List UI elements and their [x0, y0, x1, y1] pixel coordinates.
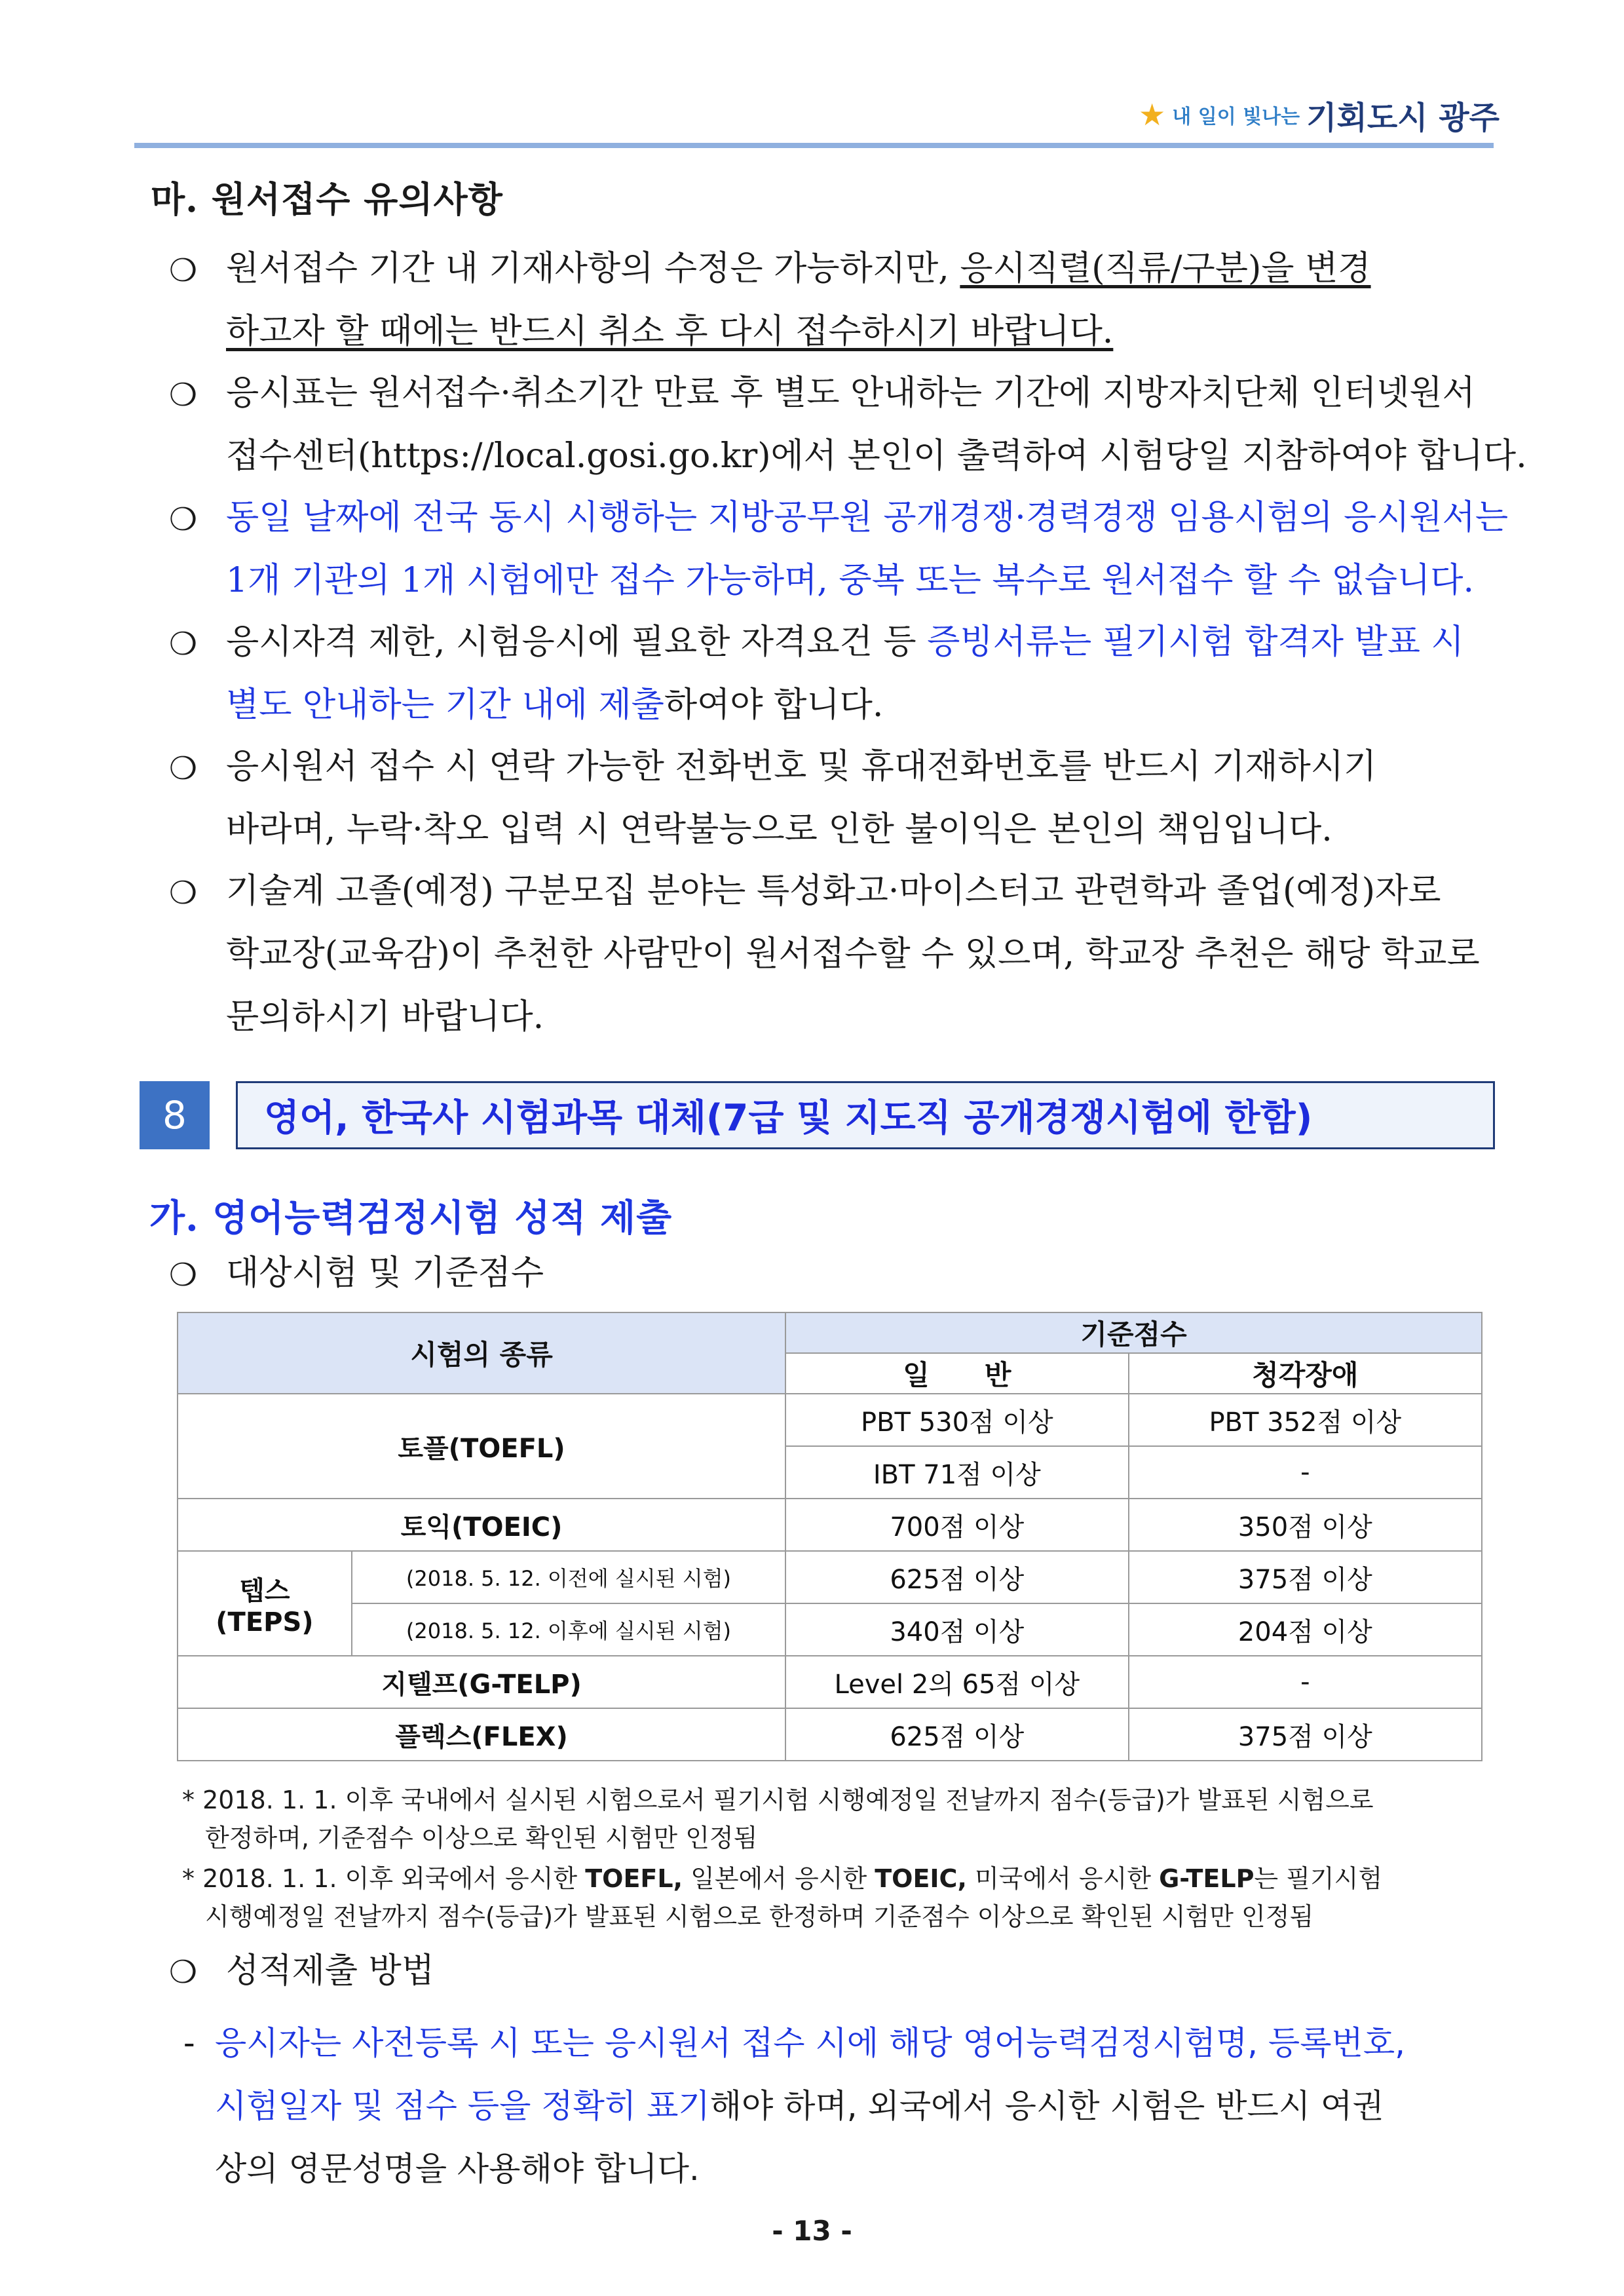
item-5-line-2: 바라며, 누락·착오 입력 시 연락불능으로 인한 불이익은 본인의 책임입니다. — [226, 810, 1332, 849]
cell: Level 2의 65점 이상 — [785, 1656, 1128, 1708]
page-number: - 13 - — [772, 2215, 852, 2247]
cell: (2018. 5. 12. 이전에 실시된 시험) — [352, 1551, 785, 1603]
note-1-line-2: 한정하며, 기준점수 이상으로 확인된 시험만 인정됨 — [205, 1824, 758, 1852]
note-1 — [182, 1781, 1499, 1857]
cell: 204점 이상 — [1129, 1603, 1482, 1656]
note-2-toeic: TOEIC, — [875, 1864, 967, 1893]
item-6-line-3: 문의하시기 바랍니다. — [226, 997, 544, 1037]
cell: IBT 71점 이상 — [785, 1446, 1128, 1499]
bullet-icon: ❍ — [169, 1954, 198, 1991]
bullet-icon: ❍ — [169, 501, 198, 538]
cell: 340점 이상 — [785, 1603, 1128, 1656]
cell: PBT 352점 이상 — [1129, 1394, 1482, 1446]
item-3-line-1: 동일 날짜에 전국 동시 시행하는 지방공무원 공개경쟁·경력경쟁 임용시험의 응시원서는 — [226, 498, 1509, 537]
th-hearing-impaired: 청각장애 — [1129, 1353, 1482, 1394]
bullet-icon: ❍ — [169, 1257, 198, 1293]
subheading-target-tests: 대상시험 및 기준점수 — [226, 1253, 544, 1293]
submit-line-3: 상의 영문성명을 사용해야 합니다. — [215, 2150, 700, 2188]
cell: 375점 이상 — [1129, 1551, 1482, 1603]
row-teps-label — [178, 1551, 352, 1656]
cell: 375점 이상 — [1129, 1708, 1482, 1761]
cell: 625점 이상 — [785, 1551, 1128, 1603]
item-3 — [226, 486, 1509, 612]
note-1-line-1: * 2018. 1. 1. 이후 국내에서 실시된 시험으로서 필기시험 시행예정일 전날까지 점수(등급)가 발표된 시험으로 — [182, 1786, 1374, 1814]
header-city: 기회도시 광주 — [1306, 99, 1500, 136]
header-slogan: 내 일이 빛나는 — [1172, 105, 1300, 128]
bullet-icon: ❍ — [169, 252, 198, 289]
item-1-underlined: 응시직렬(직류/구분)을 변경 — [960, 249, 1371, 288]
bullet-icon: ❍ — [169, 626, 198, 662]
note-2-gtelp: G-TELP — [1159, 1864, 1255, 1893]
cell: 625점 이상 — [785, 1708, 1128, 1761]
th-general: 일 반 — [785, 1353, 1128, 1394]
section-8-number: 8 — [140, 1081, 210, 1149]
header-rule — [134, 143, 1494, 148]
item-4-text: 응시자격 제한, 시험응시에 필요한 자격요건 등 — [226, 622, 928, 662]
bullet-icon: ❍ — [169, 750, 198, 787]
section-8-title-text: 영어, 한국사 시험과목 대체(7급 및 지도직 공개경쟁시험에 한함) — [264, 1097, 1313, 1139]
cell: 350점 이상 — [1129, 1499, 1482, 1551]
item-6-line-1: 기술계 고졸(예정) 구분모집 분야는 특성화고·마이스터고 관련학과 졸업(예정)자로 — [226, 871, 1441, 911]
section-ma-title: 마. 원서접수 유의사항 — [151, 178, 503, 220]
item-4 — [226, 611, 1497, 737]
section-8-title — [236, 1081, 1495, 1149]
note-2-text: 미국에서 응시한 — [966, 1864, 1160, 1893]
star-icon: ★ — [1139, 97, 1166, 132]
bullet-icon: ❍ — [169, 875, 198, 911]
item-1-text: 원서접수 기간 내 기재사항의 수정은 가능하지만, — [226, 249, 960, 288]
note-2-text: 일본에서 응시한 — [683, 1864, 875, 1893]
item-4-text-2: 하여야 합니다. — [664, 685, 884, 725]
item-3-line-2: 1개 기관의 1개 시험에만 접수 가능하며, 중복 또는 복수로 원서접수 할 수 없습니다. — [226, 561, 1475, 600]
item-6-line-2: 학교장(교육감)이 추천한 사람만이 원서접수할 수 있으며, 학교장 추천은 해당 학교로 — [226, 934, 1480, 974]
submit-highlight: 시험일자 및 점수 등을 정확히 표기 — [215, 2087, 710, 2125]
subheading-submit-method: 성적제출 방법 — [226, 1951, 434, 1991]
header-logo — [1139, 92, 1500, 138]
row-toefl-label: 토플(TOEFL) — [178, 1394, 785, 1499]
item-6 — [226, 860, 1497, 1048]
teps-label-ko: 텝스 — [239, 1575, 290, 1606]
cell: PBT 530점 이상 — [785, 1394, 1128, 1446]
row-toeic-label: 토익(TOEIC) — [178, 1499, 785, 1551]
item-4-highlight-2: 별도 안내하는 기간 내에 제출 — [226, 685, 664, 725]
submit-text: 해야 하며, 외국에서 응시한 시험은 반드시 여권 — [709, 2087, 1384, 2125]
item-1-underlined-2: 하고자 할 때에는 반드시 취소 후 다시 접수하시기 바랍니다. — [226, 312, 1114, 351]
row-flex-label: 플렉스(FLEX) — [178, 1708, 785, 1761]
note-2-text: * 2018. 1. 1. 이후 외국에서 응시한 — [182, 1864, 586, 1893]
item-1 — [226, 237, 1497, 363]
score-table — [177, 1312, 1482, 1761]
bullet-icon: ❍ — [169, 377, 198, 413]
item-2 — [226, 362, 1527, 488]
teps-label-en: (TEPS) — [216, 1607, 314, 1637]
cell: - — [1129, 1656, 1482, 1708]
item-4-highlight: 증빙서류는 필기시험 합격자 발표 시 — [927, 622, 1464, 662]
cell: (2018. 5. 12. 이후에 실시된 시험) — [352, 1603, 785, 1656]
th-test-type: 시험의 종류 — [178, 1312, 785, 1394]
item-5 — [226, 735, 1497, 861]
note-2-line-2: 시행예정일 전날까지 점수(등급)가 발표된 시험으로 한정하며 기준점수 이상으로 확인된 시험만 인정됨 — [205, 1902, 1314, 1931]
cell: 700점 이상 — [785, 1499, 1128, 1551]
submit-paragraph — [215, 2012, 1499, 2200]
item-5-line-1: 응시원서 접수 시 연락 가능한 전화번호 및 휴대전화번호를 반드시 기재하시기 — [226, 747, 1377, 786]
item-2-line-2: 접수센터(https://local.gosi.go.kr)에서 본인이 출력하여 시험당일 지참하여야 합니다. — [226, 436, 1527, 476]
note-2-toefl: TOEFL, — [585, 1864, 683, 1893]
section-ga-title: 가. 영어능력검정시험 성적 제출 — [149, 1196, 673, 1240]
note-2-text: 는 필기시험 — [1254, 1864, 1383, 1893]
note-2 — [182, 1860, 1499, 1936]
dash-marker: - — [183, 2023, 195, 2063]
item-2-line-1: 응시표는 원서접수·취소기간 만료 후 별도 안내하는 기간에 지방자치단체 인터넷원서 — [226, 373, 1475, 413]
submit-line-1: 응시자는 사전등록 시 또는 응시원서 접수 시에 해당 영어능력검정시험명, 등록번호, — [215, 2024, 1406, 2062]
row-gtelp-label: 지텔프(G-TELP) — [178, 1656, 785, 1708]
cell: - — [1129, 1446, 1482, 1499]
th-standard-score: 기준점수 — [785, 1312, 1482, 1353]
